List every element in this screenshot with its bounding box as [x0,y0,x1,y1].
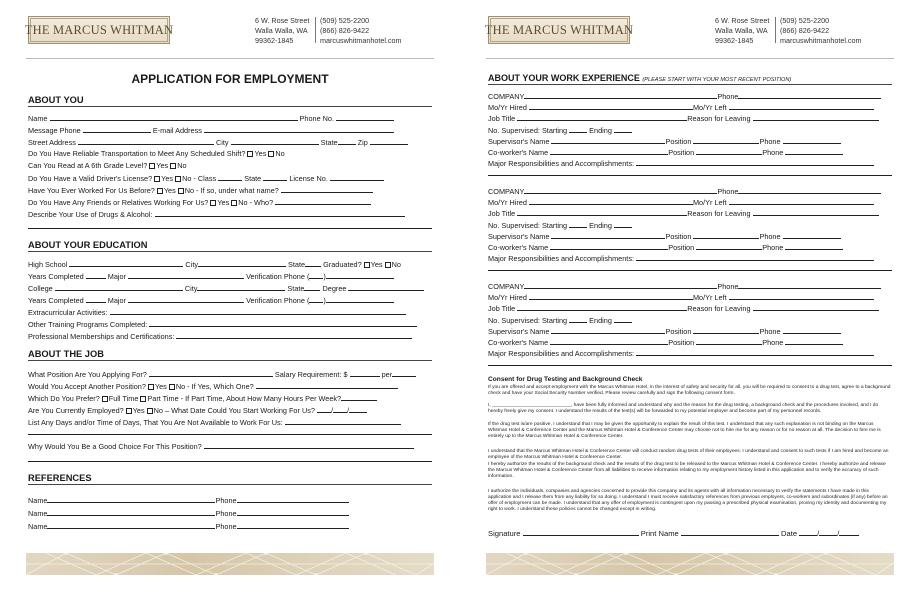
salary-period-field[interactable] [392,369,416,377]
message-phone-field[interactable] [83,125,151,133]
start-month-field[interactable] [317,405,331,413]
supervisor-phone-field[interactable] [783,231,841,239]
college-area-code-field[interactable] [309,295,323,303]
section-rule [28,106,432,107]
work-block-1-row: Supervisor's Name Position Phone [488,136,841,146]
answer-line[interactable] [28,434,432,435]
state-field[interactable] [338,137,356,145]
work-block-3-row: No. Supervised: Starting Ending [488,315,632,325]
hired-field[interactable] [529,197,693,205]
section-work-experience: ABOUT YOUR WORK EXPERIENCE (PLEASE START WITH YOUR MOST RECENT POSITION) [488,73,792,83]
work-block-3-row: Job Title Reason for Leaving [488,303,879,313]
work-block-1-row: Job Title Reason for Leaving [488,113,879,123]
work-block-3-row: COMPANY Phone [488,281,881,291]
reference-name-field[interactable] [47,521,215,529]
extracurricular-field[interactable] [110,307,406,315]
hs-major-field[interactable] [128,271,244,279]
consent-paragraph-4: I understand that the Marcus Whitman Hotel & Conference Center will conduct random drug tests of their employees. I understand and consent to such tests if I am hired and become an employee of the Marcus Whitman Hotel & Conference Center. [488,449,889,461]
checkbox-no[interactable] [147,408,153,414]
pattern-graphic [26,553,434,575]
answer-line[interactable] [488,175,892,176]
coworker-position-field[interactable] [696,242,762,250]
coworker-position-field[interactable] [696,337,762,345]
drugs-field[interactable] [155,209,405,217]
row-other-training: Other Training Programs Completed: [28,319,417,329]
left-field[interactable] [729,197,874,205]
left-field[interactable] [729,102,874,110]
reference-phone-field[interactable] [237,508,349,516]
hotel-contact: (509) 525-2200 (866) 826-9422 marcuswhitmanhotel.com [320,16,402,45]
previous-name-field[interactable] [281,185,373,193]
work-block-2-row: COMPANY Phone [488,186,881,196]
reference-row-2: Name Phone [28,508,349,518]
row-college: College City State Degree [28,283,424,293]
checkbox-yes[interactable] [154,176,160,182]
row-message-phone: Message Phone E-mail Address [28,125,394,135]
checkbox-no[interactable] [178,188,184,194]
section-rule [28,251,432,252]
work-block-1-row: Major Responsibilities and Accomplishments: [488,158,874,168]
salary-field[interactable] [350,369,380,377]
divider [775,17,776,43]
pattern-graphic [486,553,894,575]
ending-field[interactable] [614,125,632,133]
form-title: APPLICATION FOR EMPLOYMENT [131,72,329,86]
checkbox-yes[interactable] [148,384,154,390]
class-field[interactable] [218,173,242,181]
answer-line[interactable] [28,461,432,462]
supervisor-position-field[interactable] [693,136,759,144]
position-field[interactable] [149,369,273,377]
row-license: Do You Have a Valid Driver's License? Yes No - Class State License No. [28,173,384,183]
work-block-1-row: No. Supervised: Starting Ending [488,125,632,135]
checkbox-yes[interactable] [149,163,155,169]
section-about-you: ABOUT YOU [28,95,84,105]
license-state-field[interactable] [263,173,287,181]
application-page-2 [460,0,920,595]
company-phone-field[interactable] [738,281,881,289]
license-number-field[interactable] [330,173,384,181]
consent-paragraph-3: If the drug test is/are positive, I understand that I may be given the opportunity to explain the result of this test. I understand that any such explanation is not binding on the Marcus Whitman Hotel & Conference Center and the Marcus Whitman Hotel & Conference Center may choose not to hire me for any reason or for no reason at all. The decision to hire me is entirely up to the Marcus Whitman Hotel & Conference Center. [488,422,881,440]
header-rule [26,58,434,59]
responsibilities-field[interactable] [636,348,874,356]
job-title-field[interactable] [517,208,687,216]
work-block-2-row: Major Responsibilities and Accomplishments: [488,253,874,263]
row-another-position: Would You Accept Another Position? Yes No - If Yes, Which One? [28,381,398,391]
work-block-2-row: Mo/Yr Hired Mo/Yr Left [488,197,874,207]
supervisor-field[interactable] [551,231,665,239]
high-school-field[interactable] [69,259,183,267]
row-not-available: List Any Days and/or Time of Days, That You Are Not Available to Work For Us: [28,417,401,427]
other-training-field[interactable] [149,319,417,327]
decorative-footer [486,553,894,575]
checkbox-no[interactable] [175,176,181,182]
row-friends: Do You Have Any Friends or Relatives Working For Us? Yes No - Who? [28,197,371,207]
row-position: What Position Are You Applying For? Salary Requirement: $ per [28,369,416,379]
reference-name-field[interactable] [47,495,215,503]
hotel-address: 6 W. Rose Street Walla Walla, WA 99362-1845 [715,16,770,45]
row-transport: Do You Have Reliable Transportation to Meet Any Scheduled Shift? Yes No [28,149,285,158]
hs-city-field[interactable] [198,259,286,267]
header-rule [486,58,894,59]
section-about-the-job: ABOUT THE JOB [28,349,104,359]
supervisor-phone-field[interactable] [783,136,841,144]
left-field[interactable] [729,292,874,300]
work-block-2-row: No. Supervised: Starting Ending [488,220,632,230]
hired-field[interactable] [529,102,693,110]
supervisor-position-field[interactable] [693,326,759,334]
hours-field[interactable] [341,393,377,401]
hotel-logo: THE MARCUS WHITMAN [28,16,170,44]
college-verification-phone-field[interactable] [326,295,394,303]
work-block-1-row: Co-worker's Name Position Phone [488,147,843,157]
print-name-field[interactable] [681,528,779,536]
college-major-field[interactable] [128,295,244,303]
consent-paragraph-6: I authorize the individuals, companies and agencies concerned to provide this company and its agents with all information necessary to verify the statements I have made in this application and I release them from any liability for so doing. I understand I must receive satisfactory references from previous employers, co-workers and subordinates (if any) before an offer of employment can be made. I understand that any offer of employment is contingent upon my passing a prescribed physical examination, proving my identity and documenting my right to work. I understand these policies cannot be changed except in writing. [488,489,888,513]
supervisor-position-field[interactable] [693,231,759,239]
street-field[interactable] [78,137,214,145]
reason-field[interactable] [753,208,879,216]
email-field[interactable] [204,125,394,133]
coworker-field[interactable] [550,337,668,345]
checkbox-yes[interactable] [364,262,370,268]
responsibilities-field[interactable] [636,158,874,166]
hotel-address: 6 W. Rose Street Walla Walla, WA 99362-1845 [255,16,310,45]
checkbox-no[interactable] [268,151,274,157]
supervisor-field[interactable] [551,136,665,144]
phone-field[interactable] [336,113,394,121]
checkbox-yes[interactable] [126,408,132,414]
reference-phone-field[interactable] [237,495,349,503]
row-worked-before: Have You Ever Worked For Us Before? Yes No - If so, under what name? [28,185,373,195]
answer-line[interactable] [488,270,892,271]
work-block-2-row: Co-worker's Name Position Phone [488,242,843,252]
company-field[interactable] [524,281,717,289]
memberships-field[interactable] [176,331,412,339]
relatives-field[interactable] [275,197,371,205]
coworker-phone-field[interactable] [785,337,843,345]
checkbox-yes[interactable] [157,188,163,194]
company-field[interactable] [524,186,717,194]
degree-field[interactable] [348,283,424,291]
hotel-logo: THE MARCUS WHITMAN [488,16,630,44]
section-education: ABOUT YOUR EDUCATION [28,240,148,250]
checkbox-no[interactable] [170,163,176,169]
row-extracurricular: Extracurricular Activities: [28,307,406,317]
supervisor-field[interactable] [551,326,665,334]
row-hs-years: Years Completed Major Verification Phone ( ) [28,271,394,281]
ending-field[interactable] [614,315,632,323]
answer-line[interactable] [488,365,892,366]
checkbox-no[interactable] [385,262,391,268]
row-high-school: High School City State Graduated? Yes No [28,260,401,269]
answer-line[interactable] [28,228,432,229]
consent-paragraph-5: I hereby authorize the results of the background check and the results of the drug test to be released to the Marcus Whitman Hotel & Conference Center. I hereby authorize and release the Marcus Whitman Hotel & Conference Center from all liabilities to receive information relating to my employment history listed in this application and to verify the accuracy of such information. [488,462,886,480]
work-block-3-row: Supervisor's Name Position Phone [488,326,841,336]
college-city-field[interactable] [197,283,285,291]
name-field[interactable] [50,113,298,121]
row-college-years: Years Completed Major Verification Phone ( ) [28,295,394,305]
hs-area-code-field[interactable] [309,271,323,279]
starting-field[interactable] [569,315,587,323]
consent-paragraph-2: I, _____________________________, have been fully informed and understand why and the reason for the drug testing, a background check and the procedures involved, and I do hereby freely give my consent. I understand the results of the test(s) will be forwarded to my potential employer and become part of my personnel records. [488,403,879,415]
coworker-phone-field[interactable] [785,242,843,250]
section-rule [488,84,892,85]
checkbox-yes[interactable] [247,151,253,157]
row-prefer: Which Do You Prefer? Full Time Part Time - If Part Time, About How Many Hours Per Week? [28,393,377,403]
other-position-field[interactable] [256,381,398,389]
coworker-field[interactable] [550,242,668,250]
signature-row: Signature Print Name Date / / [488,528,859,538]
responsibilities-field[interactable] [636,253,874,261]
section-rule [28,360,432,361]
hs-state-field[interactable] [305,259,321,267]
row-why: Why Would You Be a Good Choice For This Position? [28,441,414,451]
coworker-phone-field[interactable] [785,147,843,155]
row-read: Can You Read at A 6th Grade Level? Yes No [28,161,187,170]
why-field[interactable] [204,441,414,449]
supervisor-phone-field[interactable] [783,326,841,334]
reason-field[interactable] [753,303,879,311]
consent-title: Consent for Drug Testing and Background Check [488,376,643,383]
starting-field[interactable] [569,220,587,228]
checkbox-no[interactable] [169,384,175,390]
reason-field[interactable] [753,113,879,121]
coworker-position-field[interactable] [696,147,762,155]
reference-phone-field[interactable] [237,521,349,529]
row-memberships: Professional Memberships and Certifications: [28,331,412,341]
city-field[interactable] [231,137,319,145]
start-year-field[interactable] [349,405,367,413]
reference-row-1: Name Phone [28,495,349,505]
coworker-field[interactable] [550,147,668,155]
checkbox-full-time[interactable] [102,396,108,402]
divider [315,17,316,43]
company-field[interactable] [524,91,717,99]
work-block-2-row: Supervisor's Name Position Phone [488,231,841,241]
letterhead [24,12,432,52]
section-rule [28,484,432,485]
work-block-3-row: Co-worker's Name Position Phone [488,337,843,347]
checkbox-part-time[interactable] [140,396,146,402]
date-day-field[interactable] [819,528,837,536]
job-title-field[interactable] [517,303,687,311]
hs-verification-phone-field[interactable] [326,271,394,279]
starting-field[interactable] [569,125,587,133]
availability-field[interactable] [285,417,401,425]
reference-name-field[interactable] [47,508,215,516]
start-day-field[interactable] [333,405,347,413]
decorative-footer [26,553,434,575]
consent-paragraph-1: If you are offered and accept employment with the Marcus Whitman Hotel, in the interest of safety and security for all, you will be required to consent to a drug test, agree to a background check and have your Social Security Number verified. Please review carefully and sign the following consent form. [488,385,891,397]
row-street: Street Address City State Zip [28,137,408,147]
zip-field[interactable] [370,137,408,145]
date-month-field[interactable] [799,528,817,536]
company-phone-field[interactable] [738,186,881,194]
college-field[interactable] [55,283,183,291]
hired-field[interactable] [529,292,693,300]
college-years-field[interactable] [86,295,106,303]
row-drugs: Describe Your Use of Drugs & Alcohol: [28,209,405,219]
work-block-1-row: COMPANY Phone [488,91,881,101]
row-name: Name Phone No. [28,113,394,123]
work-block-3-row: Mo/Yr Hired Mo/Yr Left [488,292,874,302]
checkbox-yes[interactable] [210,200,216,206]
section-references: REFERENCES [28,473,92,483]
job-title-field[interactable] [517,113,687,121]
checkbox-no[interactable] [231,200,237,206]
row-employed: Are You Currently Employed? Yes No – What Date Could You Start Working For Us? / / [28,405,367,415]
work-block-2-row: Job Title Reason for Leaving [488,208,879,218]
work-block-3-row: Major Responsibilities and Accomplishments: [488,348,874,358]
date-year-field[interactable] [839,528,859,536]
signature-field[interactable] [523,528,639,536]
hotel-contact: (509) 525-2200 (866) 826-9422 marcuswhitmanhotel.com [780,16,862,45]
work-block-1-row: Mo/Yr Hired Mo/Yr Left [488,102,874,112]
college-state-field[interactable] [304,283,320,291]
ending-field[interactable] [614,220,632,228]
hs-years-field[interactable] [86,271,106,279]
company-phone-field[interactable] [738,91,881,99]
letterhead [484,12,892,52]
reference-row-3: Name Phone [28,521,349,531]
